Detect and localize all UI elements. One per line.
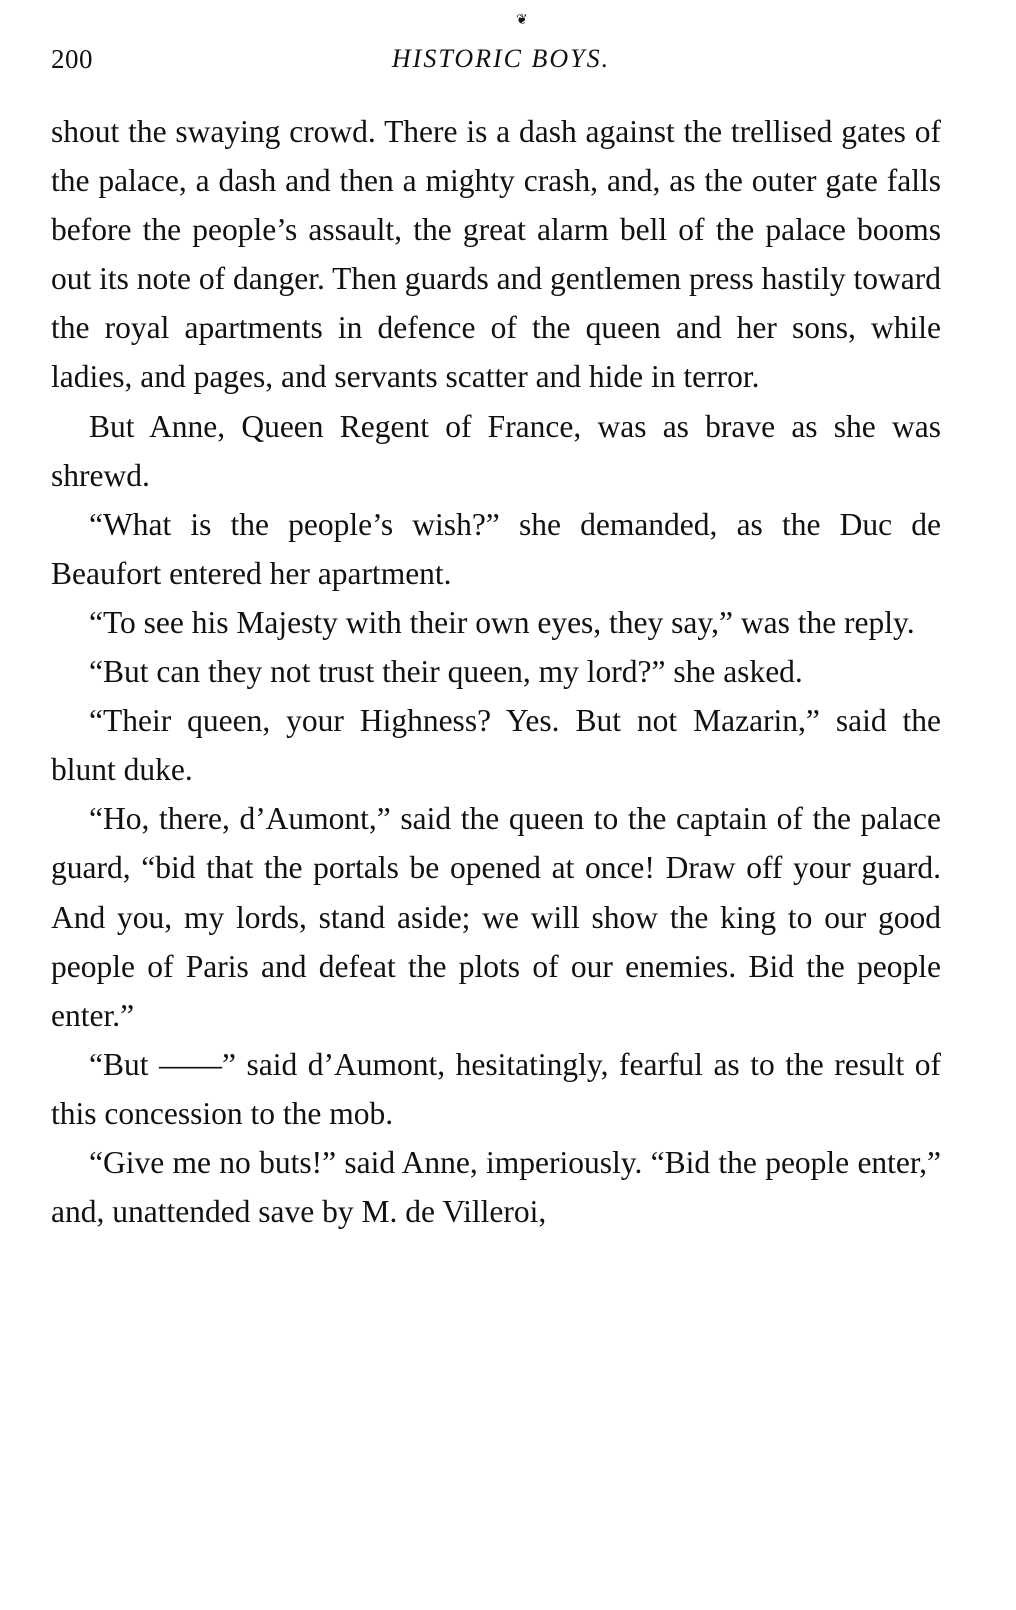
paragraph: “But ——” said d’Aumont, hesitatingly, fearful as to the result of this concession to the mob. xyxy=(51,1046,941,1131)
paragraph: “To see his Majesty with their own eyes, they say,” was the reply. xyxy=(89,604,915,640)
paragraph: shout the swaying crowd. There is a dash against the trellised gates of the palace, a dash and then a mighty crash, and, as the outer gate falls before the people’s assault, the great alarm bell of the palace booms out its note of danger. Then guards and gentlemen press hastily toward the royal apartments in defence of the queen and her sons, while ladies, and pages, and servants scatter and hide in terror. xyxy=(51,114,941,395)
running-title: HISTORIC BOYS. xyxy=(391,44,611,73)
paragraph: “Give me no buts!” said Anne, imperiously. “Bid the people enter,” and, unattended save by M. de Villeroi, xyxy=(51,1144,941,1230)
page-number: 200 xyxy=(51,44,93,74)
paragraph: “Their queen, your Highness? Yes. But not Mazarin,” said the blunt duke. xyxy=(51,703,941,788)
paragraph: “But can they not trust their queen, my lord?” she asked. xyxy=(89,654,803,690)
body-text xyxy=(51,107,941,1236)
paragraph: “Ho, there, d’Aumont,” said the queen to the captain of the palace guard, “bid that the portals be opened at once! Draw off your guard. And you, my lords, stand aside; we will show the king to our good people of Paris and defeat the plots of our enemies. Bid the people enter.” xyxy=(51,801,941,1033)
paragraph: But Anne, Queen Regent of France, was as brave as she was shrewd. xyxy=(51,408,941,493)
paragraph: “What is the people’s wish?” she demanded, as the Duc de Beaufort entered her apartment. xyxy=(51,506,941,591)
running-head xyxy=(51,40,941,80)
ornament-icon: ❦ xyxy=(516,13,528,28)
